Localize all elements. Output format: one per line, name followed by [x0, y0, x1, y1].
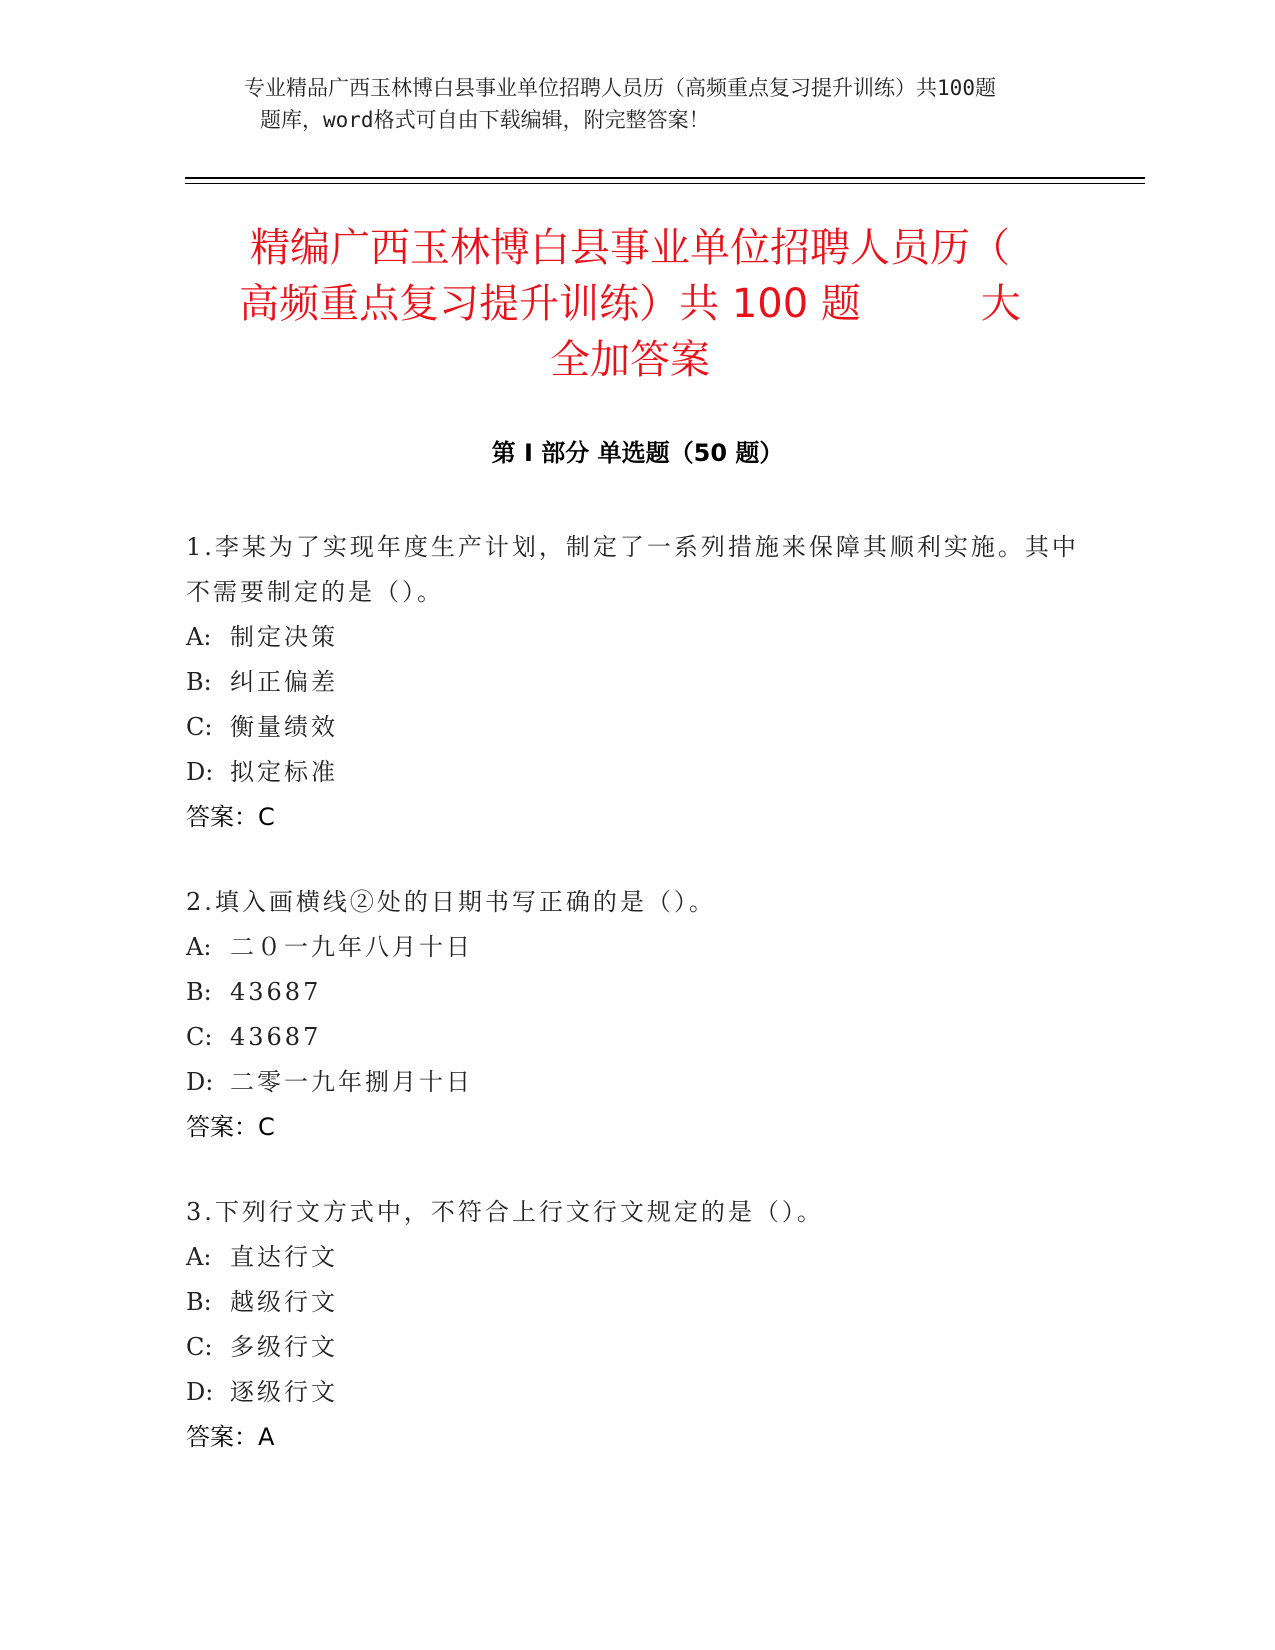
option-text: 越级行文 [230, 1288, 338, 1316]
header-note-line2: 题库，word格式可自由下载编辑，附完整答案！ [260, 108, 710, 132]
section-title: 第 I 部分 单选题（50 题） [491, 439, 784, 467]
option-c [186, 1325, 1086, 1370]
option-text: 直达行文 [230, 1243, 338, 1271]
option-a [186, 615, 1086, 660]
option-text: 制定决策 [230, 623, 338, 651]
answer: 答案：C [186, 803, 275, 831]
option-text: 43687 [230, 1023, 322, 1051]
question-stem: 3.下列行文方式中，不符合上行文行文规定的是（）。 [186, 1198, 824, 1226]
option-key: A: [186, 623, 212, 651]
option-text: 拟定标准 [230, 758, 338, 786]
option-d [186, 750, 1086, 795]
option-key: A: [186, 1243, 212, 1271]
option-key: C: [186, 713, 213, 741]
option-a [186, 1235, 1086, 1280]
question-stem: 2.填入画横线②处的日期书写正确的是（）。 [186, 888, 716, 916]
document-title-line2 [190, 276, 1070, 332]
option-key: B: [186, 978, 212, 1006]
option-key: D: [186, 758, 214, 786]
option-key: C: [186, 1023, 213, 1051]
option-d [186, 1370, 1086, 1415]
header-note-line1: 专业精品广西玉林博白县事业单位招聘人员历（高频重点复习提升训练）共100题 [244, 76, 996, 100]
option-c [186, 1015, 1086, 1060]
option-key: D: [186, 1378, 214, 1406]
option-b [186, 970, 1086, 1015]
document-title-line2-tail: 大 [980, 281, 1021, 327]
answer: 答案：A [186, 1423, 275, 1451]
document-title-line3: 全加答案 [550, 337, 710, 383]
option-text: 二０一九年八月十日 [230, 933, 473, 961]
document-title-line1: 精编广西玉林博白县事业单位招聘人员历（ [250, 225, 1010, 271]
option-d [186, 1060, 1086, 1105]
question-3 [186, 1190, 1086, 1460]
option-text: 多级行文 [230, 1333, 338, 1361]
option-text: 衡量绩效 [230, 713, 338, 741]
option-b [186, 1280, 1086, 1325]
question-2 [186, 880, 1086, 1150]
option-key: B: [186, 1288, 212, 1316]
header-divider-thick [185, 177, 1145, 179]
option-text: 43687 [230, 978, 322, 1006]
document-title [190, 220, 1070, 388]
question-list [186, 525, 1086, 1500]
question-stem: 1.李某为了实现年度生产计划，制定了一系列措施来保障其顺利实施。其中不需要制定的是（）。 [186, 533, 1079, 606]
option-text: 逐级行文 [230, 1378, 338, 1406]
option-c [186, 705, 1086, 750]
option-text: 纠正偏差 [230, 668, 338, 696]
option-key: D: [186, 1068, 214, 1096]
answer: 答案：C [186, 1113, 275, 1141]
option-key: C: [186, 1333, 213, 1361]
header-note [150, 72, 1090, 136]
option-b [186, 660, 1086, 705]
header-divider-thin [185, 183, 1145, 184]
document-title-line2-main: 高频重点复习提升训练）共 100 题 [239, 281, 861, 327]
question-1 [186, 525, 1086, 840]
option-text: 二零一九年捌月十日 [230, 1068, 473, 1096]
option-key: B: [186, 668, 212, 696]
option-key: A: [186, 933, 212, 961]
option-a [186, 925, 1086, 970]
